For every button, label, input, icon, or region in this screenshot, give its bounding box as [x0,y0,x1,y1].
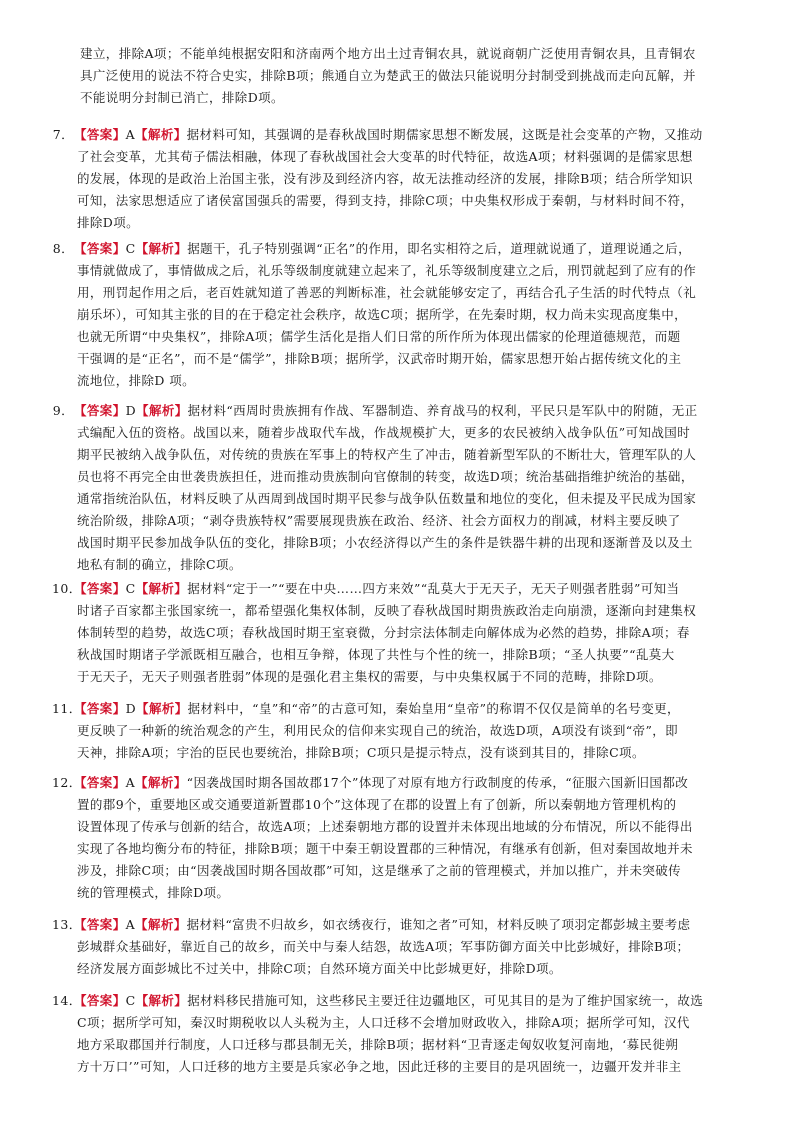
text-line: 统的管理模式，排除D项。 [77,885,230,900]
analysis-first-line: “因袭战国时期各国故郡17个”体现了对原有地方行政制度的传承，“征服六国新旧国都改 [186,775,689,790]
answer-letter: A [125,775,136,790]
answer-letter: D [125,403,137,418]
text-line: 彭城群众基础好，靠近自己的故乡，而关中与秦人结怨，故选A项；军事防御方面关中比彭城好，排除B项； [77,939,690,954]
answer-letter: C [125,993,136,1008]
question-number: 7． [52,127,74,142]
analysis-tag: 【解析】 [135,581,188,596]
answer-tag: 【答案】 [74,701,126,716]
text-line: 期平民被纳入战争队伍，对传统的贵族在军事上的特权产生了冲击，随着新型军队的不断壮大，管理军队的人 [77,447,697,462]
text-line: 统治阶级，排除A项；“剥夺贵族特权”需要展现贵族在政治、经济、社会方面权力的削减，材料主要反映了 [77,513,681,528]
text-line: 时诸子百家都主张国家统一，都希望强化集权体制，反映了春秋战国时期贵族政治走向崩溃，逐渐向封建集权 [77,603,697,618]
text-line: 崩乐坏），可知其主张的目的在于稳定社会秩序，故选C项；据所学，在先秦时期，权力尚未实现高度集中， [77,307,688,322]
analysis-first-line: 据材料“定于一”“要在中央……四方来效”“乱莫大于无天子，无天子则强者胜弱”可知当 [187,581,680,596]
text-line: 也就无所谓“中央集权”，排除A项；儒学生活化是指人们日常的所作所为体现出儒家的伦理道德规范，而题 [77,329,681,344]
question-number: 13． [52,917,82,932]
text-line: 可知，法家思想适应了诸侯富国强兵的需要，得到支持，排除C项；中央集权形成于秦朝，与材料时间不符， [77,193,694,208]
answer-tag: 【答案】 [74,127,126,142]
text-line: 于无天子，无天子则强者胜弱”体现的是强化君主集权的需要，与中央集权属于不同的范畴，排除D项。 [77,669,662,684]
question-9-analysis [52,400,746,576]
analysis-tag: 【解析】 [135,775,187,790]
text-line: 员也将不再完全由世袭贵族担任，进而推动贵族制向官僚制的转变，故选D项；统治基础指维护统治的基础， [77,469,694,484]
question-12-analysis [52,772,746,904]
text-line: 战国时期平民参加战争队伍的变化，排除B项；小农经济得以产生的条件是铁器牛耕的出现和逐渐普及以及土 [77,535,693,550]
analysis-first-line: 据题干，孔子特别强调“正名”的作用，即名实相符之后，道理就说通了，道理说通之后， [187,241,691,256]
answer-letter: A [125,127,136,142]
answer-letter: A [125,917,136,932]
question-11-analysis [52,698,746,764]
question-7-analysis [52,124,746,234]
analysis-tag: 【解析】 [136,701,188,716]
text-line: 事情就做成了，事情做成之后，礼乐等级制度就建立起来了，礼乐等级制度建立之后，刑罚就起到了应有的作 [77,263,697,278]
question-14-analysis [52,990,746,1078]
analysis-first-line: 据材料可知，其强调的是春秋战国时期儒家思想不断发展，这既是社会变革的产物，又推动 [186,127,703,142]
text-line: 了社会变革，尤其荀子儒法相融，体现了春秋战国社会大变革的时代特征，故选A项；材料强调的是儒家思想 [77,149,693,164]
text-line: 设置体现了传承与创新的结合，故选A项；上述秦朝地方郡的设置并未体现出地域的分布情况，所以不能得出 [77,819,693,834]
answer-letter: C [125,241,136,256]
text-line: 更反映了一种新的统治观念的产生，利用民众的信仰来实现自己的统治，故选D项，A项没有谈到“帝”，即 [77,723,679,738]
text-line: 地私有制的确立，排除C项。 [77,557,242,572]
text-line: 干强调的是“正名”，而不是“儒学”，排除B项；据所学，汉武帝时期开始，儒家思想开始占据传统文化的主 [77,351,682,366]
question-13-analysis [52,914,746,980]
text-line: 体制转型的趋势，故选C项；春秋战国时期王室衰微，分封宗法体制走向解体成为必然的趋势，排除A项；春 [77,625,690,640]
text-line: 式编配入伍的资格。战国以来，随着步战取代车战，作战规模扩大，更多的农民被纳入战争队伍”可知战国时 [77,425,691,440]
analysis-tag: 【解析】 [135,127,187,142]
question-number: 12． [52,775,82,790]
analysis-tag: 【解析】 [135,241,188,256]
analysis-first-line: 据材料“西周时贵族拥有作战、军器制造、养育战马的权利，平民只是军队中的附随，无正 [187,403,698,418]
answer-letter: C [125,581,136,596]
answer-tag: 【答案】 [74,993,126,1008]
answer-tag: 【答案】 [74,403,126,418]
text-line: 具广泛使用的说法不符合史实，排除B项；熊通自立为楚武王的做法只能说明分封制受到挑战而走向瓦解，并 [80,68,696,83]
text-line: 经济发展方面彭城比不过关中，排除C项；自然环境方面关中比彭城更好，排除D项。 [77,961,562,976]
text-line: 用，刑罚起作用之后，老百姓就知道了善恶的判断标准，社会就能够安定了，再结合孔子生活的时代特点（礼 [77,285,697,300]
answer-tag: 【答案】 [74,917,126,932]
text-line: 的发展，体现的是政治上治国主张，没有涉及到经济内容，故无法推动经济的发展，排除B项；结合所学知识 [77,171,693,186]
text-line: 涉及，排除C项；由“因袭战国时期各国故郡”可知，这是继承了之前的管理模式，并加以推广，并未突破传 [77,863,682,878]
text-line: 天神，排除A项；宇治的臣民也要统治，排除B项；C项只是提示特点，没有谈到其目的，排除C项。 [77,745,645,760]
question-10-analysis [52,578,746,688]
answer-letter: D [125,701,137,716]
answer-tag: 【答案】 [74,241,126,256]
question-number: 9． [52,403,74,418]
analysis-first-line: 据材料移民措施可知，这些移民主要迁往边疆地区，可见其目的是为了维护国家统一，故选 [187,993,704,1008]
analysis-tag: 【解析】 [135,917,187,932]
analysis-tag: 【解析】 [136,403,188,418]
text-line: 置的郡9个，重要地区或交通要道新置郡10个”这体现了在郡的设置上有了创新，所以秦朝地方管理机构的 [77,797,677,812]
question-number: 14． [52,993,82,1008]
text-line: 通常指统治队伍，材料反映了从西周到战国时期平民参与战争队伍数量和地位的变化，但未提及平民成为国家 [77,491,697,506]
analysis-first-line: 据材料“富贵不归故乡，如衣绣夜行，谁知之者”可知，材料反映了项羽定都彭城主要考虑 [186,917,691,932]
text-line: 流地位，排除D 项。 [77,373,195,388]
question-number: 10． [52,581,82,596]
text-line: 不能说明分封制已消亡，排除D项。 [80,90,284,105]
text-line: C项；据所学可知，秦汉时期税收以人头税为主，人口迁移不会增加财政收入，排除A项；据所学可知，汉代 [77,1015,690,1030]
text-line: 秋战国时期诸子学派既相互融合，也相互争辩，体现了共性与个性的统一，排除B项；“圣人执要”“乱莫大 [77,647,675,662]
analysis-first-line: 据材料中，“皇”和“帝”的古意可知，秦始皇用“皇帝”的称谓不仅仅是简单的名号变更， [187,701,680,716]
analysis-tag: 【解析】 [135,993,188,1008]
text-line: 地方采取郡国并行制度，人口迁移与郡县制无关，排除B项；据材料“卫青逐走匈奴收复河南地，‘募民徙朔 [77,1037,679,1052]
text-line: 实现了各地均衡分布的特征，排除B项；题干中秦王朝设置郡的三种情况，有继承有创新，但对秦国故地并未 [77,841,693,856]
question-number: 11． [52,701,82,716]
answer-tag: 【答案】 [74,775,126,790]
text-line: 排除D项。 [77,215,140,230]
answer-tag: 【答案】 [74,581,126,596]
text-line: 建立，排除A项；不能单纯根据安阳和济南两个地方出土过青铜农具，就说商朝广泛使用青铜农具，且青铜农 [80,46,696,61]
question-8-analysis [52,238,746,392]
question-number: 8． [52,241,74,256]
text-line: 方十万口’”可知，人口迁移的地方主要是兵家必争之地，因此迁移的主要目的是巩固统一，边疆开发并非主 [77,1059,682,1074]
continued-analysis [80,43,746,109]
